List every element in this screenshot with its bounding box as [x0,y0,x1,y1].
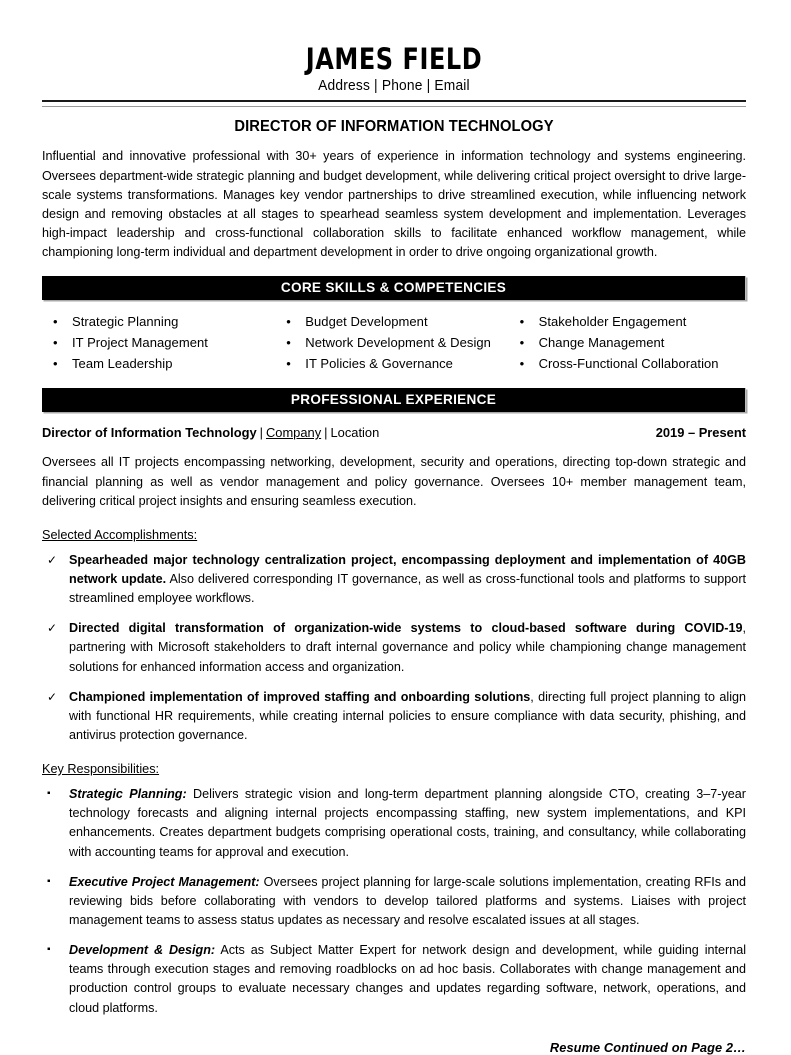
responsibility-rest: Acts as Subject Matter Expert for network design and development, while guiding internal teams through execution stages and removing roadblocks on ad hoc basis. Collaborates with change management and production control groups to evaluate necessary changes and updates regarding software, network, operations, and cloud platforms. [69,943,747,1015]
accomplishment-lead: Directed digital transformation of organization-wide systems to cloud-based software during COVID-19 [69,621,743,636]
skill-label: Team Leadership [72,356,173,372]
job-company: Company [265,425,322,441]
bullet-dot-icon: • [286,335,291,351]
bullet-square-icon: ▪ [47,875,51,887]
skill-label: Stakeholder Engagement [538,314,687,330]
check-icon: ✓ [47,689,58,704]
subsection-key-responsibilities: Key Responsibilities: [42,762,160,777]
skill-label: Network Development & Design [305,335,491,351]
bullet-dot-icon: • [53,314,58,330]
check-icon: ✓ [47,552,58,567]
bullet-dot-icon: • [286,356,291,372]
accomplishment-text [69,551,746,608]
responsibility-rest: Oversees project planning for large-scale solutions implementation, creating RFIs and reviewing bids before collaborating with vendors to develop tailored platforms and systems. Liaises with project management teams to assess status updates as necessary and resolve escalated issues at all stages. [69,874,746,927]
list-item [279,311,512,332]
skill-label: IT Policies & Governance [305,356,453,372]
skill-label: Change Management [538,335,665,351]
bullet-square-icon: ▪ [47,944,51,956]
accomplishment-rest: , partnering with Microsoft stakeholders to draft internal governance and policy while championing change management solutions for enhanced information access and organization. [69,621,746,674]
page-title: DIRECTOR OF INFORMATION TECHNOLOGY [234,118,554,136]
job-separator-2: | [324,425,328,441]
bullet-dot-icon: • [286,314,291,330]
resume-content [42,0,746,1055]
job-identity [42,425,379,440]
job-dates: 2019 – Present [655,425,746,441]
job-heading [42,425,746,440]
accomplishment-lead: Spearheaded major technology centralization project, encompassing deployment and implementation of 40GB network update. [69,552,746,586]
job-location: Location [330,425,380,441]
accomplishment-text [69,619,746,676]
responsibility-lead: Executive Project Management: [69,874,260,889]
section-header-professional-experience: PROFESSIONAL EXPERIENCE [42,388,746,412]
skill-label: Cross-Functional Collaboration [538,356,719,372]
job-separator-1: | [259,425,263,441]
accomplishments-list [42,551,746,745]
list-item [279,353,512,374]
job-description: Oversees all IT projects encompassing networking, development, security and operations, directing top-down strategic and financial planning as well as vendor management and policy governance. Oversees 10+ member management team, delivering critical project insights and ensuring seamless execution. [42,455,746,508]
job-title: Director of Information Technology [42,425,257,441]
responsibility-text [69,785,746,862]
list-item [42,551,746,608]
skill-label: IT Project Management [72,335,208,351]
responsibility-rest: Delivers strategic vision and long-term department planning alongside CTO, creating 3–7-year technology forecasts and aligning internal projects encompassing staffing, new system implementations, and KPI enhancements. Creates department budgets comprising operational costs, training, and consultancy, while collaborating with accounting teams for approval and execution. [69,787,746,859]
responsibility-lead: Development & Design: [69,943,216,958]
list-item [42,619,746,676]
core-skills-grid [42,311,746,374]
accomplishment-lead: Championed implementation of improved staffing and onboarding solutions [69,689,531,704]
accomplishment-rest: , directing full project planning to align with functional HR requirements, while creating internal policies to ensure compliance with data security, phishing, and antivirus protection governance. [69,689,746,742]
responsibility-lead: Strategic Planning: [69,787,187,802]
responsibility-text [69,873,746,930]
list-item [42,941,746,1018]
skill-label: Budget Development [305,314,428,330]
list-item [513,353,746,374]
bullet-dot-icon: • [53,356,58,372]
responsibilities-list [42,785,746,1018]
bullet-dot-icon: • [519,356,525,372]
list-item [513,332,746,353]
skill-label: Strategic Planning [72,314,179,330]
core-skills-column-2 [279,311,512,374]
professional-summary: Influential and innovative professional with 30+ years of experience in information technology and systems engineering. Oversees department-wide strategic planning and budget development, while delivering critical project oversight to drive large-scale systems transformations. Manages key vendor partnerships to drive streamlined execution, while influencing network design and removing obstacles at all stages to spearhead seamless system development and implementation. Leverages high-impact leadership and cross-functional collaboration skills to facilitate enhanced workflow management, while championing long-term individual and department development in order to drive ongoing organizational growth. [42,149,746,260]
bullet-dot-icon: • [519,335,525,351]
list-item [279,332,512,353]
core-skills-column-1 [46,311,279,374]
list-item [46,311,279,332]
list-item [513,311,746,332]
candidate-name: JAMES FIELD [305,42,483,76]
bullet-dot-icon: • [519,314,525,330]
list-item [46,332,279,353]
section-header-core-skills: CORE SKILLS & COMPETENCIES [42,276,746,300]
list-item [42,873,746,930]
list-item [46,353,279,374]
contact-line: Address | Phone | Email [318,78,470,95]
check-icon: ✓ [47,621,58,636]
continued-note: Resume Continued on Page 2… [549,1039,746,1055]
subsection-selected-accomplishments: Selected Accomplishments: [42,527,198,542]
bullet-square-icon: ▪ [47,788,51,800]
bullet-dot-icon: • [53,335,58,351]
accomplishment-rest: Also delivered corresponding IT governance, as well as cross-functional tools and platforms to support streamlined employee workflows. [69,571,747,606]
list-item [42,688,746,745]
header-divider [42,100,746,107]
list-item [42,785,746,862]
core-skills-column-3 [513,311,746,374]
responsibility-text [69,941,746,1018]
accomplishment-text [69,688,746,745]
